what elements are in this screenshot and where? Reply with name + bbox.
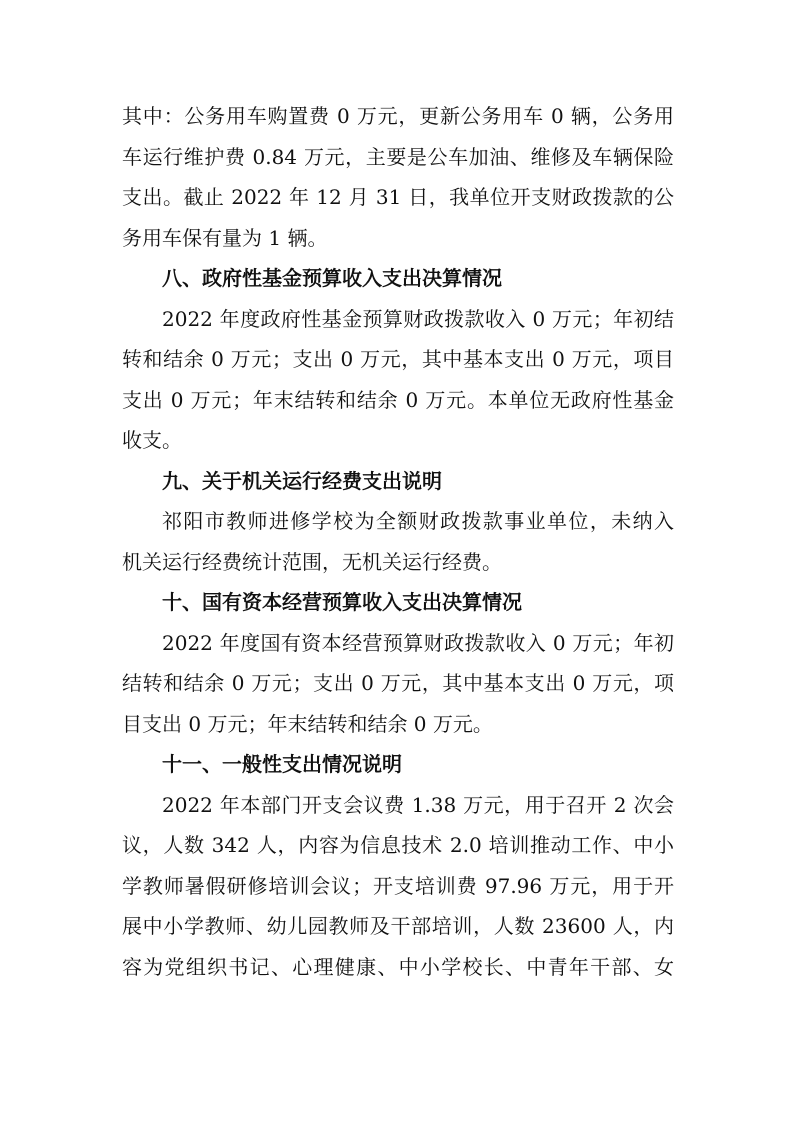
text-line: 展中小学教师、幼儿园教师及干部培训，人数 23600 人，内: [122, 914, 674, 938]
text-line: 2022 年度国有资本经营预算财政拨款收入 0 万元；年初: [162, 630, 674, 655]
document-page: [122, 96, 674, 987]
text-line: 学教师暑假研修培训会议；开支培训费 97.96 万元，用于开: [122, 873, 674, 898]
paragraph-vehicle-expenses: [122, 96, 674, 258]
text-line: 支出。截止 2022 年 12 月 31 日，我单位开支财政拨款的公: [122, 185, 674, 209]
section-heading-10: 十、国有资本经营预算收入支出决算情况: [162, 590, 522, 614]
paragraph-government-fund: [122, 299, 674, 461]
text-line: 支出 0 万元；年末结转和结余 0 万元。本单位无政府性基金: [122, 387, 674, 412]
text-line: 其中：公务用车购置费 0 万元，更新公务用车 0 辆，公务用: [122, 104, 674, 128]
text-line: 转和结余 0 万元；支出 0 万元，其中基本支出 0 万元，项目: [122, 347, 674, 371]
paragraph-state-capital: [122, 623, 674, 745]
text-line: 务用车保有量为 1 辆。: [122, 225, 328, 250]
text-line: 2022 年本部门开支会议费 1.38 万元，用于召开 2 次会: [162, 792, 674, 817]
text-line: 机关运行经费统计范围，无机关运行经费。: [122, 549, 502, 574]
text-line: 容为党组织书记、心理健康、中小学校长、中青年干部、女: [122, 954, 674, 979]
text-line: 议，人数 342 人，内容为信息技术 2.0 培训推动工作、中小: [122, 833, 674, 857]
paragraph-operating-expenses: [122, 501, 674, 582]
text-line: 收支。: [122, 428, 182, 452]
text-line: 车运行维护费 0.84 万元，主要是公车加油、维修及车辆保险: [122, 144, 674, 169]
section-heading-8: 八、政府性基金预算收入支出决算情况: [162, 266, 502, 290]
text-line: 结转和结余 0 万元；支出 0 万元，其中基本支出 0 万元，项: [122, 671, 674, 695]
section-heading-9: 九、关于机关运行经费支出说明: [162, 468, 442, 493]
paragraph-general-expenses: [122, 785, 674, 988]
text-line: 祁阳市教师进修学校为全额财政拨款事业单位，未纳入: [162, 509, 674, 533]
section-heading-11: 十一、一般性支出情况说明: [162, 752, 402, 776]
text-line: 2022 年度政府性基金预算财政拨款收入 0 万元；年初结: [162, 306, 674, 331]
text-line: 目支出 0 万元；年末结转和结余 0 万元。: [122, 711, 493, 736]
